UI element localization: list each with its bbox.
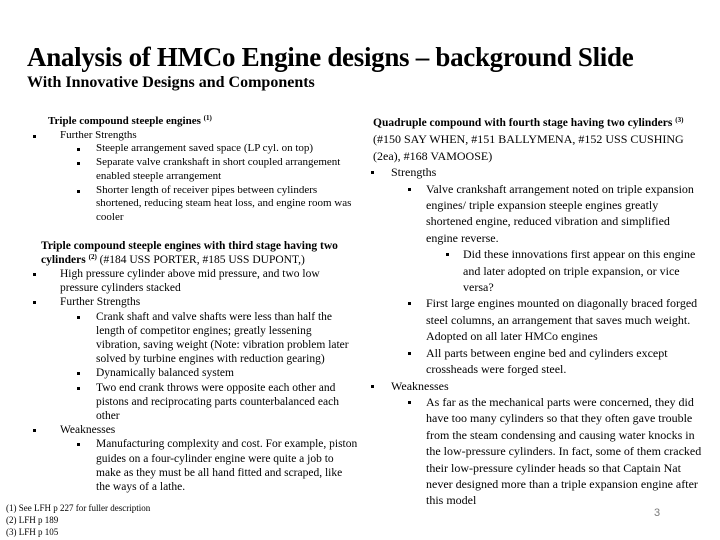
bullet-icon <box>33 135 36 138</box>
footnote-ref: (2) <box>88 252 97 261</box>
heading-text: Triple compound steeple engines with third stage having two cylinders <box>41 239 338 266</box>
heading-text: Triple compound steeple engines <box>48 115 201 127</box>
slide-title: Analysis of HMCo Engine designs – background Slide <box>27 42 634 72</box>
list-item <box>28 295 358 309</box>
list-item <box>28 184 358 225</box>
bullet-icon <box>77 316 80 319</box>
list-item-text: Further Strengths <box>60 128 137 141</box>
bullet-icon <box>33 429 36 432</box>
right-column <box>373 115 703 509</box>
bullet-icon <box>77 190 80 193</box>
list-item-text: Manufacturing complexity and cost. For example, piston guides on a four-cylinder engine were quite a job to make as they must be all hand fitted and scraped, like the ways of a lathe. <box>96 438 358 494</box>
footnotes <box>6 502 150 538</box>
list-item <box>373 378 703 394</box>
list-item <box>373 246 703 295</box>
footnote: (2) LFH p 189 <box>6 515 59 525</box>
list-item-text: Weaknesses <box>60 424 116 437</box>
bullet-icon <box>371 171 374 174</box>
list-item <box>373 181 703 247</box>
section-triple-compound-steeple <box>28 115 358 225</box>
bullet-icon <box>77 443 80 446</box>
bullet-list <box>28 129 358 225</box>
list-item-text: Shorter length of receiver pipes between cylinders shortened, reducing steam heat loss, and engine room was cooler <box>96 183 352 223</box>
list-item <box>373 345 703 378</box>
slide-subtitle: With Innovative Designs and Components <box>27 74 315 91</box>
bullet-icon <box>408 188 411 191</box>
list-item-text: Weaknesses <box>391 378 449 393</box>
list-item <box>28 381 358 424</box>
section-heading <box>28 239 358 267</box>
bullet-icon <box>371 385 374 388</box>
list-item <box>28 366 358 380</box>
heading-ships: (#150 SAY WHEN, #151 BALLYMENA, #152 USS CUSHING (2ea), #168 VAMOOSE) <box>373 132 684 163</box>
list-item <box>28 437 358 494</box>
bullet-list <box>28 267 358 494</box>
list-item <box>373 295 703 344</box>
list-item <box>28 267 358 295</box>
list-item-text: Valve crankshaft arrangement noted on triple expansion engines/ triple expansion steeple engines greatly shortened engine, reduced vibration and simplified engine reverse. <box>426 181 694 245</box>
list-item <box>373 164 703 180</box>
list-item-text: All parts between engine bed and cylinders except crossheads were forged steel. <box>426 345 668 377</box>
footnote-ref: (3) <box>675 116 684 124</box>
footnote: (3) LFH p 105 <box>6 527 59 537</box>
list-item-text: First large engines mounted on diagonally braced forged steel columns, an arrangement that saves much weight. Adopted on all later HMCo engines <box>426 296 698 344</box>
list-item-text: Strengths <box>391 165 437 180</box>
bullet-icon <box>446 253 449 256</box>
bullet-icon <box>33 273 36 276</box>
list-item-text: Dynamically balanced system <box>96 367 234 380</box>
bullet-list <box>373 164 703 509</box>
list-item-text: Crank shaft and valve shafts were less than half the length of competitor engines; greatly lessening vibration, saving weight (Note: vibration problem later solved by turbine engines with reduction gearing) <box>96 310 349 366</box>
bullet-icon <box>408 352 411 355</box>
list-item-text: Steeple arrangement saved space (LP cyl. on top) <box>96 142 314 155</box>
list-item <box>28 423 358 437</box>
list-item-text: Did these innovations first appear on this engine and later adopted on triple expansion, or vice versa? <box>463 247 696 295</box>
footnote: (1) See LFH p 227 for fuller description <box>6 503 151 513</box>
list-item <box>373 394 703 509</box>
bullet-icon <box>408 401 411 404</box>
list-item-text: Two end crank throws were opposite each other and pistons and reciprocating parts counterbalanced each other <box>96 381 339 423</box>
bullet-icon <box>77 148 80 151</box>
list-item <box>28 156 358 183</box>
bullet-icon <box>77 372 80 375</box>
list-item-text: Further Strengths <box>60 296 141 309</box>
bullet-icon <box>33 301 36 304</box>
footnote-ref: (1) <box>203 114 212 122</box>
list-item-text: High pressure cylinder above mid pressure, and two low pressure cylinders stacked <box>60 268 320 295</box>
list-item <box>28 142 358 156</box>
heading-ships: (#184 USS PORTER, #185 USS DUPONT,) <box>99 253 305 266</box>
list-item-text: Separate valve crankshaft in short coupled arrangement enabled steeple arrangement <box>96 156 341 182</box>
bullet-icon <box>408 302 411 305</box>
page-number: 3 <box>654 507 661 519</box>
section-heading <box>373 115 703 131</box>
list-item <box>28 129 358 143</box>
list-item-text: As far as the mechanical parts were concerned, they did have too many cylinders so that they often gave trouble from the steam condensing and causing water knocks in the low-pressure cylinders. In fact, some of them cracked their low-pressure cylinder heads so that Captain Nat never designed more than a triple expansion engine after this model <box>426 394 702 508</box>
section-third-stage-two-cylinders <box>28 239 358 495</box>
section-heading <box>28 115 358 129</box>
bullet-icon <box>77 387 80 390</box>
bullet-icon <box>77 162 80 165</box>
left-column <box>28 115 358 494</box>
list-item <box>28 310 358 367</box>
heading-text: Quadruple compound with fourth stage having two cylinders <box>373 117 673 129</box>
